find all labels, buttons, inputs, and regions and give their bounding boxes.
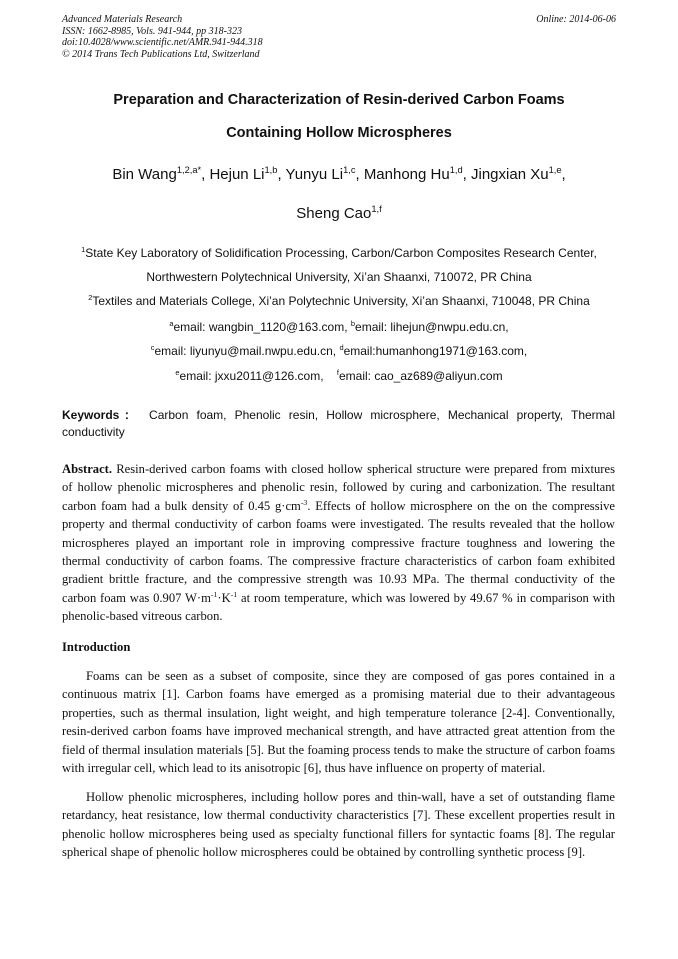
- affiliation-sup: 2: [88, 293, 93, 302]
- affiliation-text: State Key Laboratory of Solidification Processing, Carbon/Carbon Composites Research Center,: [85, 246, 597, 260]
- author-name: Yunyu Li: [285, 166, 344, 183]
- abstract-sup: -1: [210, 589, 218, 599]
- author-affiliation-sup: 1,e: [548, 165, 562, 175]
- paper-title-line-1: Preparation and Characterization of Resin-derived Carbon Foams: [113, 92, 565, 108]
- abstract-text: . Effects of hollow microsphere on the on the compressive property and thermal conductivity of carbon foams were investigated. The results revealed that the hollow microspheres played an important role in improving compressive fracture toughness and lowering the thermal conductivity of carbon foams. The compressive fracture characteristics of carbon foam exhibited gradient brittle fracture, and the compressive strength was 10.93 MPa. The thermal conductivity of the carbon foam was 0.907 W·m: [62, 498, 615, 605]
- section-heading-introduction: Introduction: [62, 640, 131, 654]
- abstract-sup: -1: [230, 589, 238, 599]
- author-list: [40, 166, 638, 183]
- author-affiliation-sup: 1,2,a*: [176, 165, 202, 175]
- author-affiliation-sup: 1,c: [343, 165, 356, 175]
- abstract: [62, 460, 615, 626]
- email-sup: a: [169, 319, 174, 328]
- email-text: email: wangbin_1120@163.com,: [173, 320, 351, 334]
- copyright-line: © 2014 Trans Tech Publications Ltd, Switzerland: [62, 48, 260, 60]
- email-text: email: jxxu2011@126.com,: [179, 369, 324, 383]
- email-line-2: [40, 344, 638, 358]
- email-sup: f: [336, 368, 339, 377]
- author-separator: ,: [561, 166, 566, 183]
- abstract-text: ·K: [217, 590, 231, 605]
- author-separator: ,: [277, 166, 286, 183]
- author-name: Jingxian Xu: [471, 166, 549, 183]
- affiliation-1-continued: Northwestern Polytechnical University, Xi’an Shaanxi, 710072, PR China: [146, 270, 532, 284]
- email-text: email: lihejun@nwpu.edu.cn,: [355, 320, 509, 334]
- email-text: email: liyunyu@mail.nwpu.edu.cn,: [154, 344, 340, 358]
- author-affiliation-sup: 1,b: [264, 165, 278, 175]
- journal-header: [62, 14, 263, 60]
- abstract-sup: -3: [300, 497, 308, 507]
- paper-title-line-2: Containing Hollow Microspheres: [226, 125, 452, 141]
- author-name: Hejun Li: [209, 166, 265, 183]
- affiliation-2: [40, 294, 638, 308]
- abstract-text: at room temperature, which was lowered by 49.67 % in comparison with phenolic-based vitreous carbon.: [62, 590, 615, 624]
- email-sup: e: [175, 368, 180, 377]
- email-line-3: [40, 369, 638, 383]
- keywords-label: Keywords：: [62, 408, 141, 422]
- author-separator: ,: [201, 166, 210, 183]
- author-name: Manhong Hu: [363, 166, 450, 183]
- keywords-text: Carbon foam, Phenolic resin, Hollow microsphere, Mechanical property, Thermal conductivity: [62, 408, 616, 439]
- email-line-1: [40, 320, 638, 334]
- issn-line: ISSN: 1662-8985, Vols. 941-944, pp 318-323: [62, 25, 242, 37]
- email-text: email:humanhong1971@163.com,: [343, 344, 528, 358]
- doi-line: doi:10.4028/www.scientific.net/AMR.941-944.318: [62, 37, 263, 48]
- introduction-paragraph-1: Foams can be seen as a subset of composite, since they are composed of gas pores contained in a continuous matrix [1]. Carbon foams have emerged as a promising material due to their advantageous properties, such as thermal insulation, light weight, and high temperature tolerance [2-4]. Conventionally, resin-derived carbon foams have improved mechanical strength, and have attracted great attention from the field of thermal insulation materials [5]. But the foaming process tends to make the structure of carbon foams with irregular cell, which lead to its anisotropic [6], thus have influence on property of material.: [62, 669, 615, 776]
- author-separator: ,: [355, 166, 364, 183]
- abstract-text: Resin-derived carbon foams with closed hollow spherical structure were prepared from mixtures of hollow phenolic microspheres and phenolic resin, followed by curing and carbonization. The resultant carbon foam had a bulk density of 0.45 g·cm: [62, 462, 615, 513]
- author-separator: ,: [462, 166, 471, 183]
- author-affiliation-sup: 1,d: [449, 165, 463, 175]
- affiliation-text: Textiles and Materials College, Xi’an Polytechnic University, Xi’an Shaanxi, 710048, PR China: [92, 294, 590, 308]
- journal-name: Advanced Materials Research: [62, 14, 183, 25]
- author-list-continued: [40, 205, 638, 222]
- author-name: Sheng Cao: [296, 205, 372, 222]
- abstract-label: Abstract.: [62, 462, 113, 476]
- email-sup: c: [150, 343, 155, 352]
- affiliation-1: [40, 246, 638, 260]
- affiliation-sup: 1: [81, 245, 86, 254]
- keywords: [62, 407, 615, 441]
- email-sup: b: [350, 319, 356, 328]
- email-sup: d: [339, 343, 344, 352]
- online-date: Online: 2014-06-06: [536, 14, 616, 25]
- email-text: email: cao_az689@aliyun.com: [338, 369, 503, 383]
- introduction-paragraph-2: Hollow phenolic microspheres, including hollow pores and thin-wall, have a set of outstanding flame retardancy, heat resistance, low thermal conductivity characteristics [7]. These excellent properties result in phenolic hollow microspheres being used as specialty functional fillers for syntactic foams [8]. The regular spherical shape of phenolic hollow microspheres could be obtained by controlling synthetic process [9].: [62, 790, 615, 860]
- author-affiliation-sup: 1,f: [371, 204, 382, 214]
- author-name: Bin Wang: [112, 166, 177, 183]
